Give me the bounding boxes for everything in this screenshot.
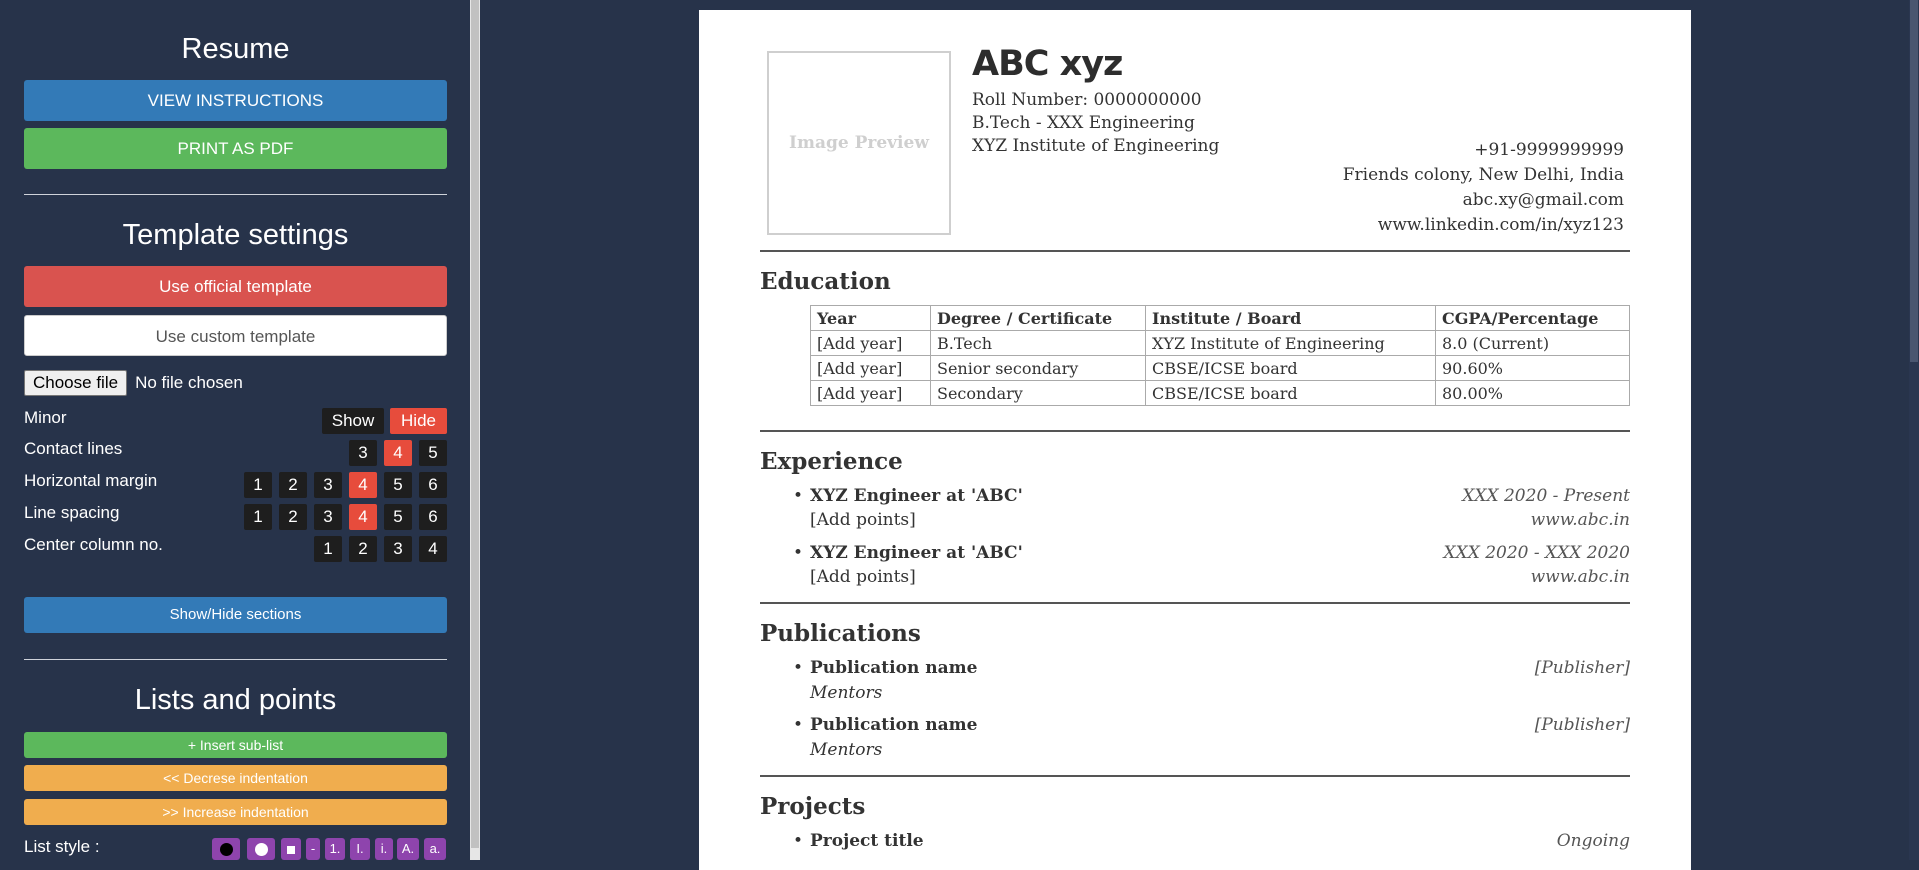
contact-lines-option[interactable]: 3 bbox=[349, 440, 377, 466]
education-table bbox=[810, 305, 1630, 406]
contact-lines-option[interactable]: 5 bbox=[419, 440, 447, 466]
bullet: • bbox=[793, 658, 804, 678]
section-divider bbox=[760, 250, 1630, 252]
show-hide-sections-button[interactable]: Show/Hide sections bbox=[24, 597, 447, 633]
section-divider bbox=[760, 775, 1630, 777]
table-cell[interactable]: [Add year] bbox=[811, 381, 931, 406]
center-column-label: Center column no. bbox=[24, 535, 163, 554]
sidebar-title: Resume bbox=[181, 33, 290, 65]
list-style-upper-roman-button[interactable]: I. bbox=[350, 838, 370, 860]
sidebar bbox=[0, 0, 470, 860]
line-spacing-option[interactable]: 2 bbox=[279, 504, 307, 530]
increase-indentation-button[interactable]: >> Increase indentation bbox=[24, 799, 447, 825]
list-style-filled-circle-button[interactable] bbox=[212, 838, 240, 860]
list-style-open-circle-button[interactable] bbox=[247, 838, 275, 860]
list-style-lower-alpha-button[interactable]: a. bbox=[424, 838, 446, 860]
table-cell[interactable]: CBSE/ICSE board bbox=[1146, 381, 1436, 406]
line-spacing-option[interactable]: 6 bbox=[419, 504, 447, 530]
center-column-option[interactable]: 3 bbox=[384, 536, 412, 562]
experience-item-points[interactable]: [Add points] bbox=[810, 567, 916, 587]
publication-item-title[interactable]: Publication name bbox=[810, 658, 978, 678]
list-style-upper-alpha-button[interactable]: A. bbox=[397, 838, 419, 860]
view-instructions-button[interactable]: VIEW INSTRUCTIONS bbox=[24, 80, 447, 121]
use-custom-template-button[interactable]: Use custom template bbox=[24, 315, 447, 356]
file-input[interactable] bbox=[24, 370, 243, 396]
minor-show-button[interactable]: Show bbox=[322, 408, 384, 434]
publication-item-publisher[interactable]: [Publisher] bbox=[1534, 658, 1630, 678]
education-title[interactable]: Education bbox=[760, 268, 891, 295]
main-scrollbar[interactable] bbox=[1909, 0, 1919, 860]
open-circle-icon bbox=[255, 843, 268, 856]
square-icon bbox=[287, 846, 295, 854]
table-cell[interactable]: B.Tech bbox=[931, 331, 1146, 356]
table-cell[interactable]: Senior secondary bbox=[931, 356, 1146, 381]
contact-lines-label: Contact lines bbox=[24, 439, 123, 458]
use-official-template-button[interactable]: Use official template bbox=[24, 266, 447, 307]
line-spacing-option[interactable]: 1 bbox=[244, 504, 272, 530]
horizontal-margin-option[interactable]: 3 bbox=[314, 472, 342, 498]
horizontal-margin-option[interactable]: 4 bbox=[349, 472, 377, 498]
photo-preview[interactable]: Image Preview bbox=[767, 51, 951, 235]
degree[interactable]: B.Tech - XXX Engineering bbox=[972, 113, 1195, 133]
main-scrollbar-thumb[interactable] bbox=[1910, 0, 1918, 362]
list-style-label: List style : bbox=[24, 837, 100, 856]
table-header: Institute / Board bbox=[1146, 306, 1436, 331]
experience-item-date[interactable]: XXX 2020 - Present bbox=[1462, 486, 1630, 506]
contact-lines-option[interactable]: 4 bbox=[384, 440, 412, 466]
list-style-dash-button[interactable]: - bbox=[306, 838, 320, 860]
template-settings-title: Template settings bbox=[122, 219, 349, 251]
divider bbox=[24, 194, 447, 195]
experience-item-title[interactable]: XYZ Engineer at 'ABC' bbox=[810, 486, 1023, 506]
choose-file-button[interactable]: Choose file bbox=[24, 370, 127, 396]
phone[interactable]: +91-9999999999 bbox=[1474, 140, 1624, 160]
experience-item-date[interactable]: XXX 2020 - XXX 2020 bbox=[1443, 543, 1630, 563]
roll-number[interactable]: Roll Number: 0000000000 bbox=[972, 90, 1202, 110]
experience-item-title[interactable]: XYZ Engineer at 'ABC' bbox=[810, 543, 1023, 563]
publication-item-mentors[interactable]: Mentors bbox=[810, 740, 883, 760]
horizontal-margin-option[interactable]: 1 bbox=[244, 472, 272, 498]
experience-item-points[interactable]: [Add points] bbox=[810, 510, 916, 530]
experience-title[interactable]: Experience bbox=[760, 448, 903, 475]
line-spacing-option[interactable]: 4 bbox=[349, 504, 377, 530]
line-spacing-option[interactable]: 3 bbox=[314, 504, 342, 530]
bullet: • bbox=[793, 543, 804, 563]
resume-page bbox=[699, 10, 1691, 870]
list-style-decimal-button[interactable]: 1. bbox=[325, 838, 345, 860]
email[interactable]: abc.xy@gmail.com bbox=[1462, 190, 1624, 210]
horizontal-margin-label: Horizontal margin bbox=[24, 471, 158, 490]
minor-label: Minor bbox=[24, 408, 67, 427]
section-divider bbox=[760, 430, 1630, 432]
table-cell[interactable]: 90.60% bbox=[1436, 356, 1630, 381]
experience-item-link[interactable]: www.abc.in bbox=[1530, 510, 1630, 530]
filled-circle-icon bbox=[220, 843, 233, 856]
table-cell[interactable]: [Add year] bbox=[811, 356, 931, 381]
table-row bbox=[811, 381, 1630, 406]
lists-and-points-title: Lists and points bbox=[134, 684, 337, 716]
file-status: No file chosen bbox=[135, 373, 243, 392]
decrease-indentation-button[interactable]: << Decrese indentation bbox=[24, 765, 447, 791]
address[interactable]: Friends colony, New Delhi, India bbox=[1342, 165, 1624, 185]
center-column-option[interactable]: 1 bbox=[314, 536, 342, 562]
sidebar-scrollbar-thumb[interactable] bbox=[471, 0, 479, 848]
publication-item-publisher[interactable]: [Publisher] bbox=[1534, 715, 1630, 735]
sidebar-scrollbar[interactable] bbox=[470, 0, 480, 860]
center-column-option[interactable]: 4 bbox=[419, 536, 447, 562]
table-cell[interactable]: 80.00% bbox=[1436, 381, 1630, 406]
line-spacing-label: Line spacing bbox=[24, 503, 120, 522]
list-style-square-button[interactable] bbox=[281, 838, 301, 860]
list-style-lower-roman-button[interactable]: i. bbox=[375, 838, 393, 860]
institute[interactable]: XYZ Institute of Engineering bbox=[972, 136, 1220, 156]
table-header: CGPA/Percentage bbox=[1436, 306, 1630, 331]
insert-sublist-button[interactable]: + Insert sub-list bbox=[24, 732, 447, 758]
print-pdf-button[interactable]: PRINT AS PDF bbox=[24, 128, 447, 169]
minor-hide-button[interactable]: Hide bbox=[390, 408, 447, 434]
publications-title[interactable]: Publications bbox=[760, 620, 921, 647]
publication-item-title[interactable]: Publication name bbox=[810, 715, 978, 735]
table-row bbox=[811, 331, 1630, 356]
education-header-row bbox=[811, 306, 1630, 331]
linkedin[interactable]: www.linkedin.com/in/xyz123 bbox=[1377, 215, 1624, 235]
bullet: • bbox=[793, 831, 804, 851]
horizontal-margin-option[interactable]: 2 bbox=[279, 472, 307, 498]
table-cell[interactable]: 8.0 (Current) bbox=[1436, 331, 1630, 356]
horizontal-margin-option[interactable]: 6 bbox=[419, 472, 447, 498]
table-cell[interactable]: Secondary bbox=[931, 381, 1146, 406]
table-cell[interactable]: XYZ Institute of Engineering bbox=[1146, 331, 1436, 356]
project-item-title[interactable]: Project title bbox=[810, 831, 924, 851]
section-divider bbox=[760, 602, 1630, 604]
horizontal-margin-option[interactable]: 5 bbox=[384, 472, 412, 498]
table-cell[interactable]: CBSE/ICSE board bbox=[1146, 356, 1436, 381]
bullet: • bbox=[793, 486, 804, 506]
line-spacing-option[interactable]: 5 bbox=[384, 504, 412, 530]
publication-item-mentors[interactable]: Mentors bbox=[810, 683, 883, 703]
table-row bbox=[811, 356, 1630, 381]
projects-title[interactable]: Projects bbox=[760, 793, 866, 820]
table-header: Year bbox=[811, 306, 931, 331]
center-column-option[interactable]: 2 bbox=[349, 536, 377, 562]
bullet: • bbox=[793, 715, 804, 735]
table-header: Degree / Certificate bbox=[931, 306, 1146, 331]
project-item-status[interactable]: Ongoing bbox=[1556, 831, 1630, 851]
table-cell[interactable]: [Add year] bbox=[811, 331, 931, 356]
experience-item-link[interactable]: www.abc.in bbox=[1530, 567, 1630, 587]
candidate-name[interactable]: ABC xyz bbox=[972, 44, 1123, 84]
divider bbox=[24, 659, 447, 660]
